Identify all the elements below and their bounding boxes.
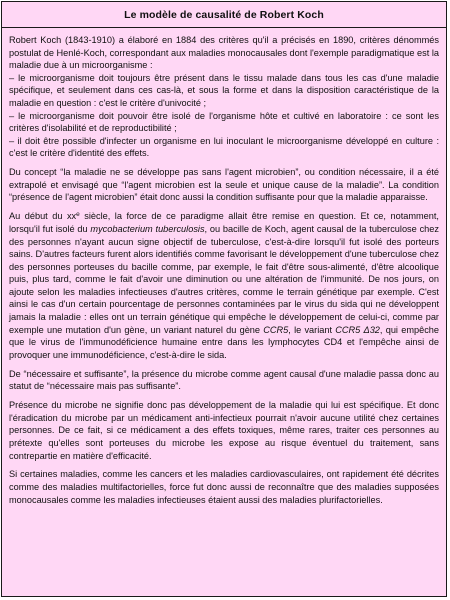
text-segment: , qui empêche que le virus de l'immunodéficience humaine entre dans les lymphocytes CD4 et l'empêche ainsi de provoquer une immunodéficience, c'est-à-dire le sida.: [9, 324, 440, 360]
info-box: [1, 1, 447, 597]
text-segment: Au début du xx: [9, 211, 77, 222]
text-segment: siècle, la force de ce paradigme allait être remise en question. Et ce, notamment, lorsqu'il fut isolé du: [9, 211, 439, 234]
paragraph-twentieth-century: [9, 210, 439, 361]
gene-name: CCR5: [263, 324, 289, 335]
variant-name: CCR5 Δ32: [335, 324, 380, 335]
superscript: e: [76, 211, 80, 219]
paragraph-status: De “nécessaire et suffisante”, la présence du microbe comme agent causal d'une maladie passa donc au statut de “nécessaire mais pas suffisante”.: [9, 368, 439, 392]
text-segment: , ou bacille de Koch, agent causal de la tuberculose chez des personnes n'ayant aucun signe objectif de tuberculose, c'est-à-dire lorsqu'il fut isolé des porteurs sains. D'autres facteurs furent alors identifiés comme favorisant le développement d'une tuberculose chez des personnes porteuses du bacille comme, par exemple, le fait d'être sous-alimenté, d'être alcoolique puis, plus tard, comme le fait d'avoir une diminution ou une altération de l'immunité. De nos jours, on ajoute selon les maladies infectieuses d'autres critères, comme le terrain génétique par exemple. C'est ainsi le cas d'un certain pourcentage de personnes contaminées par le virus du sida qui ne développent jamais la maladie : elles ont un terrain génétique qui empêche le développement de celui-ci, comme par exemple une mutation d'un gène, un variant naturel du gène: [9, 223, 439, 335]
box-body: [2, 28, 446, 506]
paragraph-intro: Robert Koch (1843-1910) a élaboré en 1884 des critères qu'il a précisés en 1890, critères dénommés postulat de Henlé-Koch, correspondant aux maladies monocausales dont l'exemple paradigmatique est la maladie due à un microorganisme :: [9, 35, 439, 71]
box-title: Le modèle de causalité de Robert Koch: [124, 8, 324, 21]
text-segment: , le variant: [288, 324, 336, 335]
paragraph-concept: Du concept “la maladie ne se développe pas sans l'agent microbien”, ou condition nécessaire, il a été extrapolé et envisagé que “l'agent microbien est la seule et unique cause de la maladie”. La condition “présence de l'agent microbien” était donc aussi la condition suffisante pour que la maladie apparaisse.: [9, 167, 439, 203]
criterion-univocity: – le microorganisme doit toujours être présent dans le tissu malade dans tous les cas d'une maladie spécifique, et seulement dans ces cas-là, et sous la forme et dans la disposition caractéristique de la maladie en question : c'est le critère d'univocité ;: [9, 72, 439, 108]
species-name: mycobacterium tuberculosis: [90, 223, 205, 234]
criterion-identity: – il doit être possible d'infecter un organisme en lui inoculant le microorganisme développé en culture : c'est le critère d'identité des effets.: [9, 135, 439, 159]
criterion-isolability: – le microorganisme doit pouvoir être isolé de l'organisme hôte et cultivé en laboratoire : ce sont les critères d'isolabilité et de reproductibilité ;: [9, 110, 439, 134]
paragraph-conclusion: Si certaines maladies, comme les cancers et les maladies cardiovasculaires, ont rapidement été décrites comme des maladies multifactorielles, force fut donc aussi de reconnaître que des maladies supposées monocausales comme les maladies infectieuses étaient aussi des maladies plurifactorielles.: [9, 469, 439, 505]
box-header: [2, 2, 446, 28]
paragraph-eradication: Présence du microbe ne signifie donc pas développement de la maladie qui lui est spécifique. Et donc l'éradication du microbe par un médicament anti-infectieux pourrait n'avoir aucune utilité chez certaines personnes. De ce fait, si ce médicament a des effets toxiques, même rares, traiter ces personnes au prétexte qu'elles sont porteuses du microbe les expose au risque éventuel du traitement, sans contrepartie en matière d'efficacité.: [9, 400, 439, 461]
